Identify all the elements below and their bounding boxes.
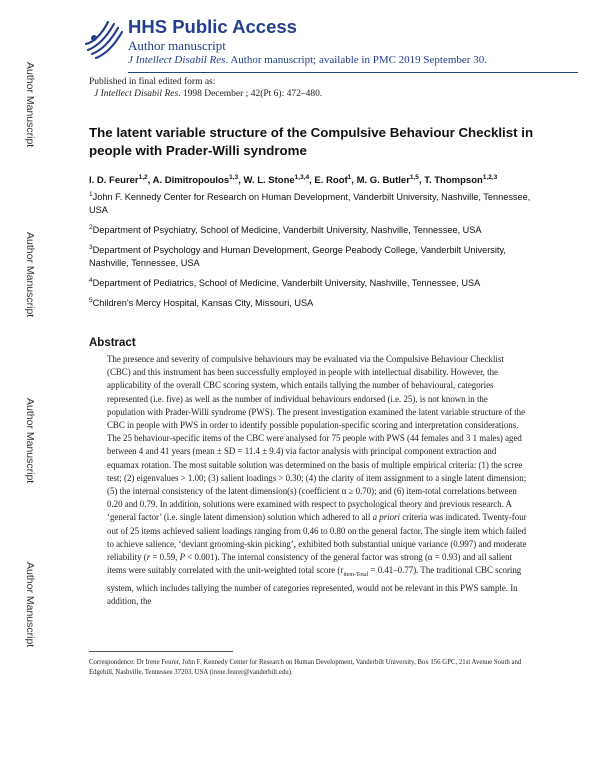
published-citation-text: . 1998 December ; 42(Pt 6): 472–480. (178, 89, 323, 99)
header (58, 6, 578, 76)
sidebar-author-manuscript (0, 0, 40, 776)
author-name: W. L. Stone (243, 175, 295, 186)
author-sup: 1,3 (229, 173, 239, 181)
sidebar-label: Author Manuscript (24, 398, 36, 484)
hhs-eagle-logo-icon (80, 16, 128, 64)
published-citation (89, 88, 322, 100)
abstract-text: = 0.41–0.77). The traditional CBC scoring system, which includes tallying the number of categories represented, would not be relevant in this PWS sample. In addition, the (107, 565, 522, 607)
journal-availability (128, 53, 487, 67)
author-list: I. D. Feurer$^{1,2}$, A. Dimitropoulos$^{1,3}$, W. L. Stone$^{1,3,4}$, E. Roof$^1$, M. G. Butler$^{1,5}$, T. Thompson$^{1,2,3}$ (89, 173, 498, 186)
header-text (128, 16, 487, 67)
author-manuscript-label: Author manuscript (128, 38, 226, 53)
hhs-title: HHS Public Access (128, 16, 297, 37)
abstract-italic: r (146, 552, 151, 563)
abstract-heading: Abstract (89, 337, 136, 349)
affiliation-text: Children's Mercy Hospital, Kansas City, Missouri, USA (92, 298, 314, 308)
abstract-text: criteria was indicated. Twenty-four out of 25 items achieved salient loadings ranging from 0.46 to 0.80 on the general factor. The single item which failed to achieve salience, ‘deviant grooming-skin picking’, exhibited both substantial unique variance (0.997) and moderate reliability ( (107, 512, 527, 563)
affiliation (89, 191, 541, 217)
abstract-body (107, 353, 527, 609)
footnote-divider (89, 651, 233, 652)
affiliation (89, 277, 541, 290)
abstract-text: = 0.59, (150, 552, 180, 563)
affiliation-num: 1 (89, 190, 93, 198)
author-name: T. Thompson (424, 175, 483, 186)
affiliation (89, 244, 541, 270)
author-name: I. D. Feurer (89, 175, 139, 186)
affiliation-num: 2 (89, 223, 93, 231)
abstract-subscript: item-Total (343, 572, 369, 579)
abstract-text: The presence and severity of compulsive behaviours may be evaluated via the Compulsive Behaviour Checklist (CBC) and this instrument has been successfully employed in people with intellectual disability. However, the applicability of the overall CBC scoring system, which entails tallying the number of behavioural, categories represented (i.e. five) as well as the number of individual behaviours endorsed (i.e. 25), is not known in the population with Prader-Willi syndrome (PWS). The present investigation examined the latent variable structure of the CBC in people with PWS in order to identify possible population-specific scoring and interpretation considerations. The 25 behaviour-specific items of the CBC were analysed for 75 people with PWS (44 females and 3 1 males) aged between 4 and 41 years (mean ± SD = 11.4 ± 9.4) via factor analysis with principal component extraction and equamax rotation. The most suitable solution was determined on the basis of multiple empirical criteria: (1) the scree test; (2) eigenvalues > 1.00; (3) salient loadings > 0.30; (4) the clarity of item assignment to a single latent dimension; (5) the internal consistency of the latent dimension(s) (coefficient α ≥ 0.70); and (6) item-total correlations between 0.20 and 0.79. In addition, solutions were examined with respect to psychological theory and previous research. A ‘general factor’ (i.e. single latent dimension) solution which adhered to all (107, 354, 527, 523)
journal-availability-text: . Author manuscript; available in PMC 2019 September 30. (225, 54, 487, 66)
author-block (89, 174, 541, 310)
author-sup: 1,5 (409, 173, 419, 181)
affiliation-num: 5 (89, 296, 93, 304)
published-label: Published in final edited form as: (89, 77, 216, 87)
affiliation-text: John F. Kennedy Center for Research on Human Development, Vanderbilt University, Nashville, Tennessee, USA (89, 192, 531, 215)
sidebar-label: Author Manuscript (24, 232, 36, 318)
abstract-italic: a priori (372, 512, 400, 523)
author-sup: 1,2 (138, 173, 148, 181)
header-divider (128, 72, 578, 73)
affiliation-text: Department of Psychiatry, School of Medicine, Vanderbilt University, Nashville, Tennessee, USA (92, 225, 482, 235)
author-name: A. Dimitropoulos (152, 175, 230, 186)
abstract-italic: P (179, 552, 185, 563)
sidebar-label: Author Manuscript (24, 562, 36, 648)
abstract-text: < 0.001). The internal consistency of the general factor was strong (α = 0.93) and all salient items were suitably correlated with the unit-weighted total score (r (107, 552, 512, 576)
author-name: M. G. Butler (356, 175, 410, 186)
affiliation (89, 297, 541, 310)
author-sup: 1,2,3 (482, 173, 498, 181)
sidebar-label: Author Manuscript (24, 62, 36, 148)
affiliation-num: 4 (89, 276, 93, 284)
correspondence-footnote: Correspondence: Dr Irene Feurer, John F. Kennedy Center for Research on Human Development, Vanderbilt University, Box 156 GPC, 21st Avenue South and Edgehill, Nashville, Tennessee 37203, USA (irene.feurer@vanderbilt.edu). (89, 659, 522, 676)
author-sup: 1,3,4 (294, 173, 310, 181)
affiliation-text: Department of Psychology and Human Development, George Peabody College, Vanderbilt University, Nashville, Tennessee, USA (89, 245, 506, 268)
published-journal: J Intellect Disabil Res (94, 89, 179, 99)
author-name: E. Roof (314, 175, 348, 186)
published-in (89, 76, 322, 100)
affiliation (89, 224, 541, 237)
author-sup: 1 (347, 173, 352, 181)
affiliation-num: 3 (89, 243, 93, 251)
journal-abbrev: J Intellect Disabil Res (128, 54, 226, 66)
affiliation-text: Department of Pediatrics, School of Medicine, Vanderbilt University, Nashville, Tennessee, USA (92, 278, 481, 288)
article-title: The latent variable structure of the Compulsive Behaviour Checklist in people with Prader-Willi syndrome (89, 125, 534, 158)
